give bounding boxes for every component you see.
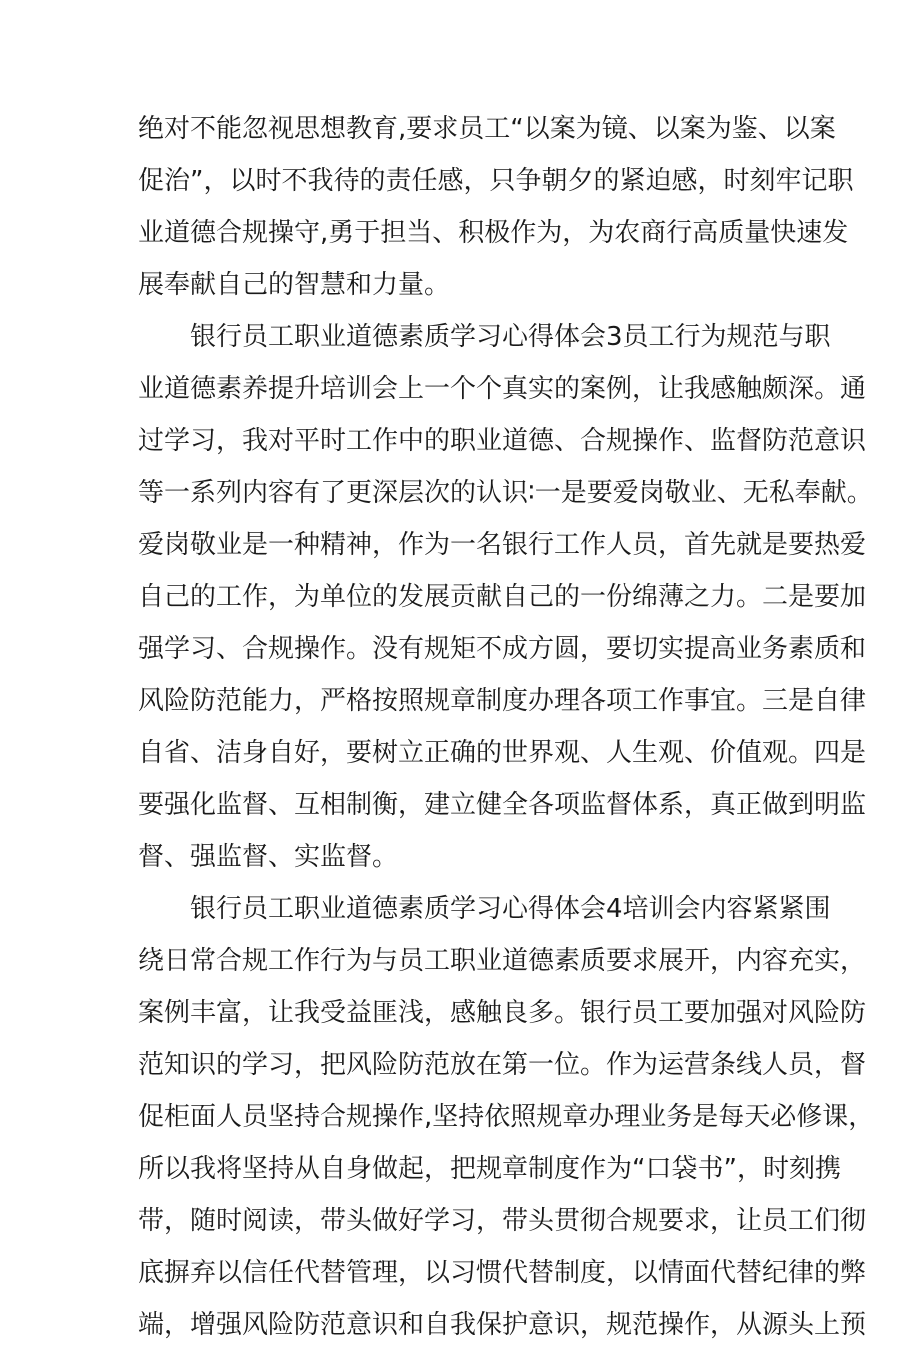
- text-line: 带，随时阅读，带头做好学习，带头贯彻合规要求，让员工们彻: [138, 1206, 867, 1236]
- text-line: 督、强监督、实监督。: [138, 842, 399, 872]
- text-line: 强学习、合规操作。没有规矩不成方圆，要切实提高业务素质和: [138, 634, 867, 664]
- text-line: 爱岗敬业是一种精神，作为一名银行工作人员，首先就是要热爱: [138, 530, 867, 560]
- text-line: 范知识的学习，把风险防范放在第一位。作为运营条线人员，督: [138, 1050, 867, 1080]
- text-line: 自省、洁身自好，要树立正确的世界观、人生观、价值观。四是: [138, 738, 867, 768]
- text-line: 促柜面人员坚持合规操作,坚持依照规章办理业务是每天必修课，: [138, 1102, 875, 1132]
- text-line: 所以我将坚持从自身做起，把规章制度作为“口袋书”，时刻携: [138, 1154, 841, 1184]
- text-line: 促治”，以时不我待的责任感，只争朝夕的紧迫感，时刻牢记职: [138, 166, 854, 196]
- text-line: 银行员工职业道德素质学习心得体会3员工行为规范与职: [190, 322, 831, 352]
- text-line: 业道德合规操守,勇于担当、积极作为，为农商行高质量快速发: [138, 218, 849, 248]
- text-line: 等一系列内容有了更深层次的认识∶一是要爱岗敬业、无私奉献。: [138, 478, 873, 508]
- document-body: [138, 103, 875, 1351]
- text-line: 绕日常合规工作行为与员工职业道德素质要求展开，内容充实，: [138, 946, 867, 976]
- text-line: 业道德素养提升培训会上一个个真实的案例，让我感触颇深。通: [138, 374, 867, 404]
- paragraph-1: [138, 103, 854, 311]
- paragraph-2: [138, 311, 873, 883]
- text-line: 端，增强风险防范意识和自我保护意识，规范操作，从源头上预: [138, 1310, 867, 1340]
- text-line: 要强化监督、互相制衡，建立健全各项监督体系，真正做到明监: [138, 790, 867, 820]
- text-line: 风险防范能力，严格按照规章制度办理各项工作事宜。三是自律: [138, 686, 867, 716]
- text-line: 展奉献自己的智慧和力量。: [138, 270, 451, 300]
- text-line: 绝对不能忽视思想教育,要求员工“以案为镜、以案为鉴、以案: [138, 114, 836, 144]
- text-line: 过学习，我对平时工作中的职业道德、合规操作、监督防范意识: [138, 426, 867, 456]
- paragraph-3: [138, 883, 875, 1351]
- text-line: 底摒弃以信任代替管理，以习惯代替制度，以情面代替纪律的弊: [138, 1258, 867, 1288]
- text-line: 案例丰富，让我受益匪浅，感触良多。银行员工要加强对风险防: [138, 998, 867, 1028]
- text-line: 自己的工作，为单位的发展贡献自己的一份绵薄之力。二是要加: [138, 582, 867, 612]
- text-line: 银行员工职业道德素质学习心得体会4培训会内容紧紧围: [190, 894, 831, 924]
